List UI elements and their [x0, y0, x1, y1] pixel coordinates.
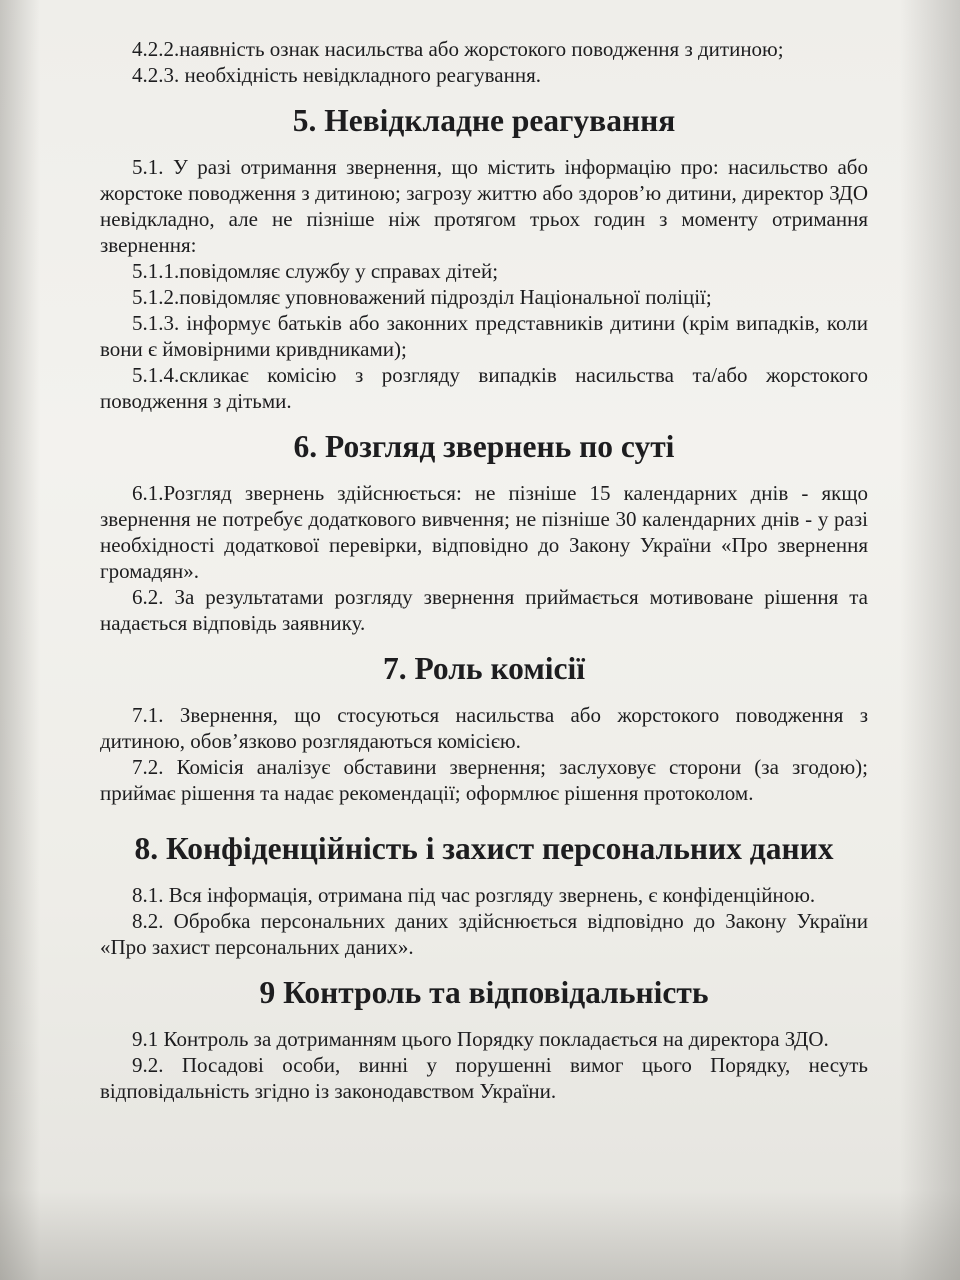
paragraph-7-1: 7.1. Звернення, що стосуються насильства або жорстокого поводження з дитиною, обов’язково розглядаються комісією. — [100, 703, 868, 753]
section-9-heading: 9 Контроль та відповідальність — [259, 975, 709, 1010]
paragraph-5-1-3: 5.1.3. інформує батьків або законних представників дитини (крім випадків, коли вони є ймовірними кривдниками); — [100, 311, 868, 361]
paragraph-5-1-1: 5.1.1.повідомляє службу у справах дітей; — [132, 259, 499, 283]
section-6-heading: 6. Розгляд звернень по суті — [293, 429, 675, 464]
paragraph-8-2: 8.2. Обробка персональних даних здійснюється відповідно до Закону України «Про захист персональних даних». — [100, 909, 868, 959]
page-shadow-bottom — [0, 1190, 960, 1280]
page-shadow-left — [0, 0, 40, 1280]
paragraph-9-2: 9.2. Посадові особи, винні у порушенні вимог цього Порядку, несуть відповідальність згідно із законодавством України. — [100, 1053, 868, 1103]
paragraph-5-1-4: 5.1.4.скликає комісію з розгляду випадків насильства та/або жорстокого поводження з дітьми. — [100, 363, 868, 413]
page-shadow-right — [900, 0, 960, 1280]
paragraph-4-2-3: 4.2.3. необхідність невідкладного реагування. — [132, 63, 541, 87]
section-7-heading: 7. Роль комісії — [382, 651, 586, 686]
document-body — [100, 36, 868, 1104]
paragraph-9-1: 9.1 Контроль за дотриманням цього Порядку покладається на директора ЗДО. — [132, 1027, 829, 1051]
section-8-heading: 8. Конфіденційність і захист персональних даних — [134, 831, 834, 866]
paragraph-4-2-2: 4.2.2.наявність ознак насильства або жорстокого поводження з дитиною; — [132, 37, 784, 61]
section-5-heading: 5. Невідкладне реагування — [292, 103, 676, 138]
paragraph-8-1: 8.1. Вся інформація, отримана під час розгляду звернень, є конфіденційною. — [132, 883, 816, 907]
paragraph-5-1: 5.1. У разі отримання звернення, що містить інформацію про: насильство або жорстоке поводження з дитиною; загрозу життю або здоров’ю дитини, директор ЗДО невідкладно, але не пізніше ніж протягом трьох годин з моменту отримання звернення: — [100, 155, 868, 257]
paragraph-6-2: 6.2. За результатами розгляду звернення приймається мотивоване рішення та надається відповідь заявнику. — [100, 585, 868, 635]
paragraph-6-1: 6.1.Розгляд звернень здійснюється: не пізніше 15 календарних днів - якщо звернення не потребує додаткового вивчення; не пізніше 30 календарних днів - у разі необхідності додаткової перевірки, відповідно до Закону України «Про звернення громадян». — [100, 481, 868, 583]
paragraph-5-1-2: 5.1.2.повідомляє уповноважений підрозділ Національної поліції; — [132, 285, 712, 309]
paragraph-7-2: 7.2. Комісія аналізує обставини звернення; заслуховує сторони (за згодою); приймає рішення та надає рекомендації; оформлює рішення протоколом. — [100, 755, 868, 805]
